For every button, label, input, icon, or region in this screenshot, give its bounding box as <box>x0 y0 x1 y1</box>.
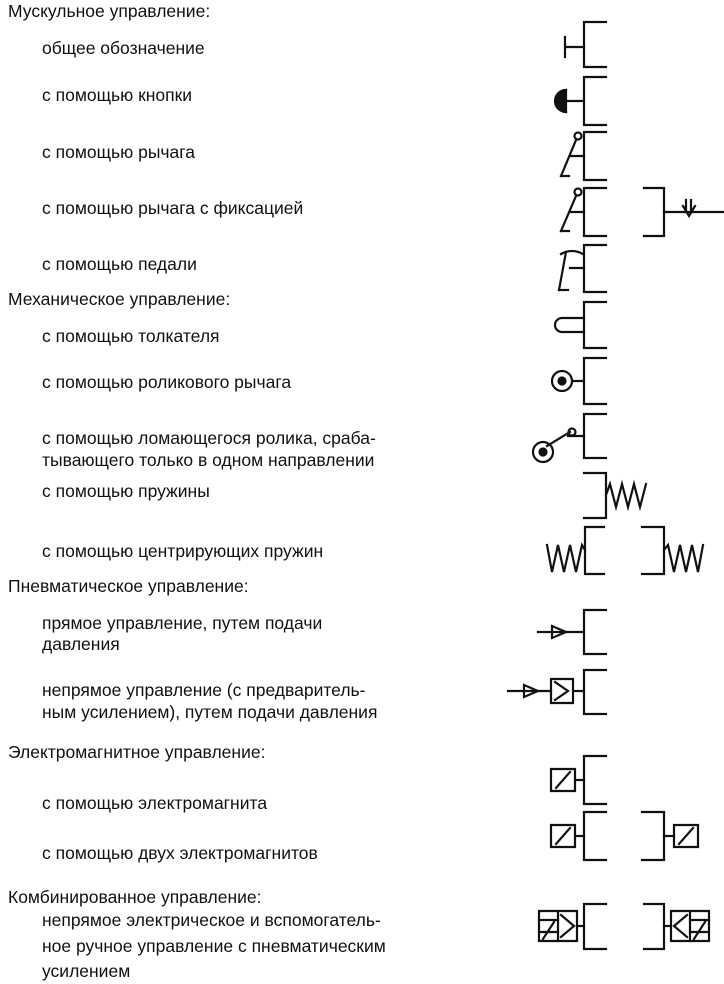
solenoid-icon <box>551 756 606 804</box>
item-plunger-label: с помощью толкателя <box>42 326 220 346</box>
item-idle-roller-label-line1: с помощью ломающегося ролика, сраба- <box>42 428 376 448</box>
item-combined-label-line1: непрямое электрическое и вспомогатель- <box>42 910 381 930</box>
item-lever-label: с помощью рычага <box>42 142 195 162</box>
section-title-mechanical: Механическое управление: <box>8 289 231 309</box>
item-pilot-pressure-label-line1: непрямое управление (с предваритель- <box>42 680 366 700</box>
item-push-button-label: с помощью кнопки <box>42 85 193 105</box>
push-button-icon <box>555 77 606 125</box>
item-direct-pressure-label-line2: давления <box>42 634 120 654</box>
direct-pressure-icon <box>538 610 606 654</box>
item-direct-pressure-label-line1: прямое управление, путем подачи <box>42 613 323 633</box>
idle-roller-icon <box>533 414 606 462</box>
pilot-pressure-icon <box>508 670 606 714</box>
general-manual-icon <box>565 22 606 67</box>
item-pilot-pressure-label-line2: ным усилением), путем подачи давления <box>42 702 378 722</box>
double-solenoid-icon <box>551 812 698 860</box>
section-title-combined: Комбинированное управление: <box>8 887 262 907</box>
centering-springs-icon <box>547 527 703 574</box>
pedal-icon <box>559 245 606 292</box>
item-centering-springs-label: с помощью центрирующих пружин <box>42 541 324 561</box>
item-spring-label: с помощью пружины <box>42 481 210 501</box>
plunger-icon <box>555 302 606 348</box>
section-title-pneumatic: Пневматическое управление: <box>8 576 249 596</box>
item-roller-lever-label: с помощью роликового рычага <box>42 372 292 392</box>
item-general-manual-label: общее обозначение <box>42 38 205 58</box>
section-title-electromagnetic: Электромагнитное управление: <box>8 742 266 762</box>
roller-lever-icon <box>552 358 606 404</box>
spring-icon <box>584 473 646 518</box>
item-double-solenoid-label: с помощью двух электромагнитов <box>42 843 318 863</box>
combined-control-icon <box>539 904 709 949</box>
item-lever-detent-label: с помощью рычага с фиксацией <box>42 198 304 218</box>
item-pedal-label: с помощью педали <box>42 254 197 274</box>
section-title-muscular: Мускульное управление: <box>8 1 211 21</box>
item-idle-roller-label-line2: тывающего только в одном направлении <box>42 450 375 470</box>
item-combined-label-line3: усилением <box>42 961 131 981</box>
item-solenoid-label: с помощью электромагнита <box>42 793 268 813</box>
lever-detent-icon <box>561 188 724 236</box>
item-combined-label-line2: ное ручное управление с пневматическим <box>42 936 386 956</box>
lever-icon <box>561 132 606 180</box>
